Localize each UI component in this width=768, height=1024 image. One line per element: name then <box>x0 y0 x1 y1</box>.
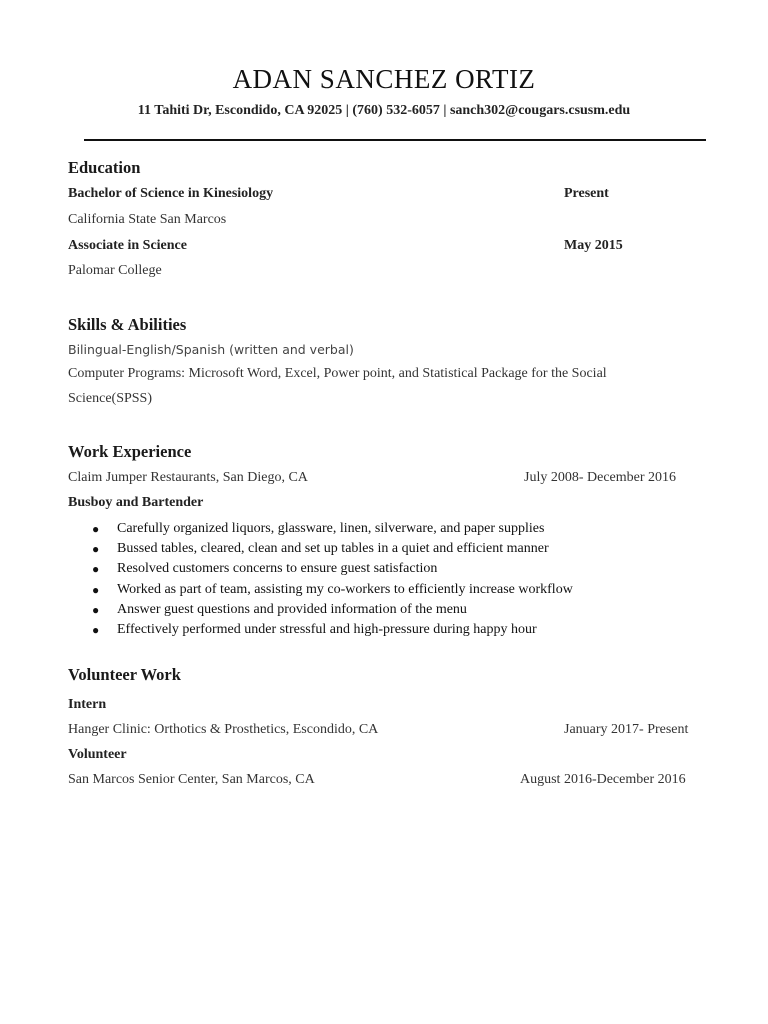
volunteer-dates: January 2017- Present <box>564 722 689 737</box>
bullet-icon: ● <box>92 622 100 637</box>
bullet-icon: ● <box>92 562 100 577</box>
work-title: Busboy and Bartender <box>68 495 204 510</box>
volunteer-role: Volunteer <box>68 747 127 762</box>
education-school: California State San Marcos <box>68 212 227 227</box>
resume-name: ADAN SANCHEZ ORTIZ <box>232 64 536 94</box>
work-duty: Carefully organized liquors, glassware, linen, silverware, and paper supplies <box>117 521 545 536</box>
education-date: May 2015 <box>564 238 623 253</box>
education-degree: Bachelor of Science in Kinesiology <box>68 186 274 201</box>
skill-item: Bilingual-English/Spanish (written and verbal) <box>68 342 354 357</box>
contact-line: 11 Tahiti Dr, Escondido, CA 92025 | (760) 532-6057 | sanch302@cougars.csusm.edu <box>137 103 631 118</box>
education-heading: Education <box>68 158 141 177</box>
header-divider <box>84 139 706 141</box>
work-duty: Answer guest questions and provided information of the menu <box>117 601 467 617</box>
work-duty: Effectively performed under stressful and high-pressure during happy hour <box>117 621 537 637</box>
volunteer-dates: August 2016-December 2016 <box>520 772 686 787</box>
education-date: Present <box>564 186 609 201</box>
bullet-icon: ● <box>92 522 100 536</box>
work-employer: Claim Jumper Restaurants, San Diego, CA <box>68 470 308 485</box>
work-heading: Work Experience <box>68 442 192 461</box>
skills-heading: Skills & Abilities <box>68 315 187 334</box>
education-school: Palomar College <box>68 263 162 278</box>
volunteer-org: Hanger Clinic: Orthotics & Prosthetics, Escondido, CA <box>68 722 379 737</box>
skill-item: Computer Programs: Microsoft Word, Excel, Power point, and Statistical Package for the Social <box>68 366 607 381</box>
bullet-icon: ● <box>92 542 100 557</box>
bullet-icon: ● <box>92 582 100 597</box>
skill-item-continued: Science(SPSS) <box>68 391 152 406</box>
volunteer-heading: Volunteer Work <box>68 665 181 684</box>
volunteer-role: Intern <box>68 697 107 712</box>
work-duty: Worked as part of team, assisting my co-workers to efficiently increase workflow <box>117 581 573 597</box>
work-dates: July 2008- December 2016 <box>524 470 677 485</box>
work-duty: Bussed tables, cleared, clean and set up tables in a quiet and efficient manner <box>117 541 549 557</box>
education-degree: Associate in Science <box>68 238 187 253</box>
volunteer-org: San Marcos Senior Center, San Marcos, CA <box>68 772 315 787</box>
bullet-icon: ● <box>92 602 100 617</box>
work-duty: Resolved customers concerns to ensure guest satisfaction <box>117 561 438 577</box>
